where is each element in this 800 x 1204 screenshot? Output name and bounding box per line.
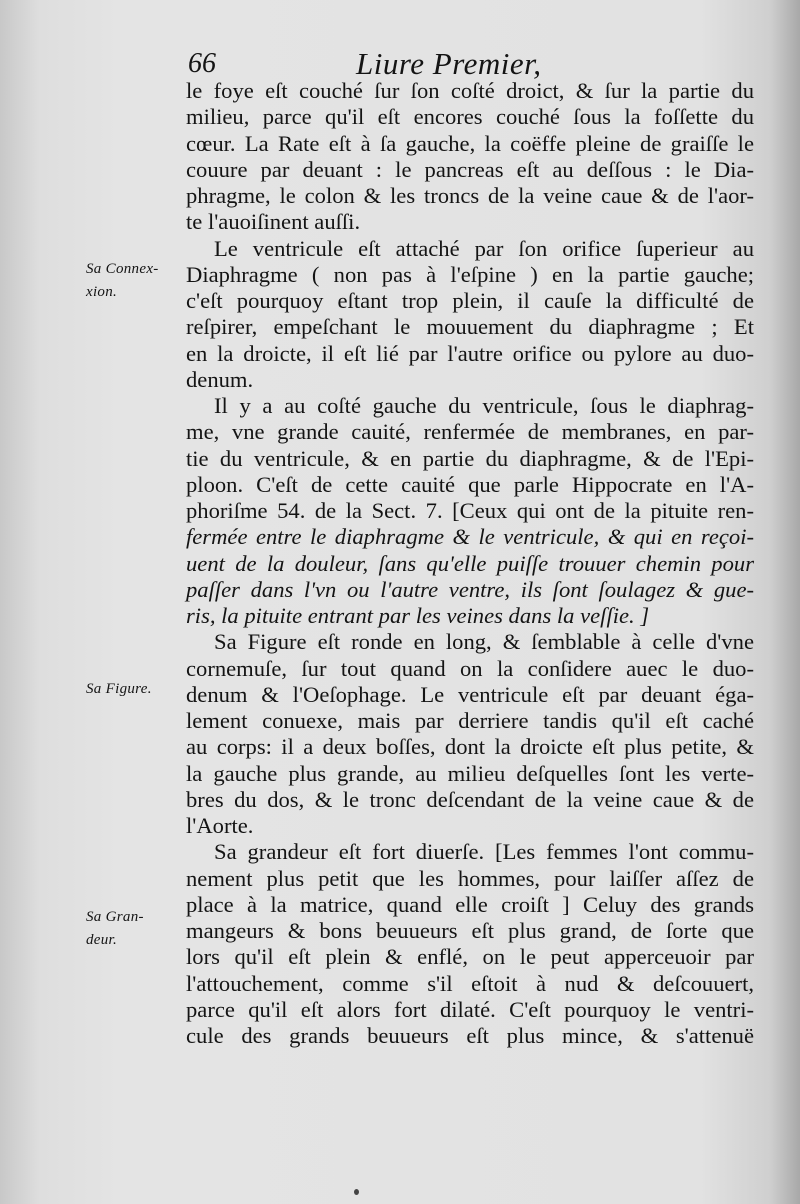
text-line: cornemuſe, ſur tout quand on la conſidere auec le duo- bbox=[186, 655, 754, 681]
paragraph-cavity bbox=[186, 393, 754, 629]
paragraph-situation bbox=[186, 78, 754, 236]
text-line: paſſer dans l'vn ou l'autre ventre, ils ſont ſoulagez & gue- bbox=[186, 576, 754, 602]
text-line: phoriſme 54. de la Sect. 7. [Ceux qui ont de la pituite ren- bbox=[186, 498, 754, 523]
paragraph-grandeur bbox=[186, 839, 754, 1049]
text-line: te l'auoiſinent auſſi. bbox=[186, 209, 361, 235]
text-line: phragme, le colon & les troncs de la veine caue & de l'aor- bbox=[186, 183, 754, 208]
text-line: au corps: il a deux boſſes, dont la droicte eſt plus petite, & bbox=[186, 734, 754, 760]
running-title: Liure Premier, bbox=[356, 46, 542, 81]
text-line: place à la matrice, quand elle croiſt ] Celuy des grands bbox=[186, 891, 754, 917]
margin-note-line: Sa Gran- bbox=[86, 909, 144, 925]
text-line: Le ventricule eſt attaché par ſon orifice ſuperieur au bbox=[214, 235, 754, 261]
text-line: l'Aorte. bbox=[186, 813, 254, 838]
margin-note-line: deur. bbox=[86, 932, 118, 948]
paragraph-figure bbox=[186, 629, 754, 839]
paragraph-connexion bbox=[186, 236, 754, 394]
text-line: milieu, parce qu'il eſt encores couché ſous la foſſette du bbox=[186, 104, 754, 130]
text-line: uent de la douleur, ſans qu'elle puiſſe trouuer chemin pour bbox=[186, 550, 754, 576]
margin-note-line: Sa Figure. bbox=[86, 681, 152, 697]
text-line: me, vne grande cauité, renfermée de membranes, en par- bbox=[186, 419, 754, 445]
text-line: ploon. C'eſt de cette cauité que parle Hippocrate en l'A- bbox=[186, 471, 754, 497]
margin-note-line: Sa Connex- bbox=[86, 261, 159, 277]
text-line: reſpirer, empeſchant le mouuement du diaphragme ; Et bbox=[186, 314, 754, 340]
margin-note-grandeur bbox=[86, 906, 186, 952]
text-line: Diaphragme ( non pas à l'eſpine ) en la partie gauche; bbox=[186, 261, 754, 287]
text-line: lement conuexe, mais par derriere tandis qu'il eſt caché bbox=[186, 708, 754, 733]
page-number: 66 bbox=[188, 48, 216, 79]
text-line: Sa grandeur eſt fort diuerſe. [Les femmes l'ont commu- bbox=[214, 839, 754, 865]
text-line: l'attouchement, comme s'il eſtoit à nud & deſcouuert, bbox=[186, 970, 754, 996]
margin-note-figure bbox=[86, 678, 186, 701]
text-line: bres du dos, & le tronc deſcendant de la veine caue & de bbox=[186, 786, 754, 812]
text-line: c'eſt pourquoy eſtant trop plein, il cauſe la difficulté de bbox=[186, 288, 754, 313]
text-line: cœur. La Rate eſt à ſa gauche, la coëffe pleine de graiſſe le bbox=[186, 130, 754, 156]
text-line: couure par deuant : le pancreas eſt au deſſous : le Dia- bbox=[186, 156, 754, 182]
text-line: parce qu'il eſt alors fort dilaté. C'eſt pourquoy le ventri- bbox=[186, 996, 754, 1022]
ink-dot bbox=[354, 1189, 359, 1195]
text-line: mangeurs & bons beuueurs eſt plus grand, de ſorte que bbox=[186, 918, 754, 943]
text-line: tie du ventricule, & en partie du diaphragme, & de l'Epi- bbox=[186, 445, 754, 471]
margin-note-connexion bbox=[86, 258, 186, 304]
text-line: Sa Figure eſt ronde en long, & ſemblable à celle d'vne bbox=[214, 629, 754, 655]
text-line: ris, la pituite entrant par les veines dans la veſſie. ] bbox=[186, 603, 650, 628]
text-line: en la droicte, il eſt lié par l'autre orifice ou pylore au duo- bbox=[186, 340, 754, 366]
text-line: denum. bbox=[186, 366, 254, 392]
margin-note-line: xion. bbox=[86, 284, 118, 300]
text-line: fermée entre le diaphragme & le ventricule, & qui en reçoi- bbox=[186, 524, 754, 550]
text-body bbox=[186, 78, 754, 1049]
text-line: lors qu'il eſt plein & enflé, on le peut apperceuoir par bbox=[186, 944, 754, 970]
text-line: denum & l'Oeſophage. Le ventricule eſt par deuant éga- bbox=[186, 681, 754, 707]
text-line: cule des grands beuueurs eſt plus mince, & s'attenuë bbox=[186, 1023, 754, 1048]
text-line: nement plus petit que les hommes, pour laiſſer aſſez de bbox=[186, 865, 754, 891]
text-line: le foye eſt couché ſur ſon coſté droict, & ſur la partie du bbox=[186, 78, 754, 103]
text-line: Il y a au coſté gauche du ventricule, ſous le diaphrag- bbox=[214, 393, 754, 418]
text-line: la gauche plus grande, au milieu deſquelles ſont les verte- bbox=[186, 760, 754, 786]
